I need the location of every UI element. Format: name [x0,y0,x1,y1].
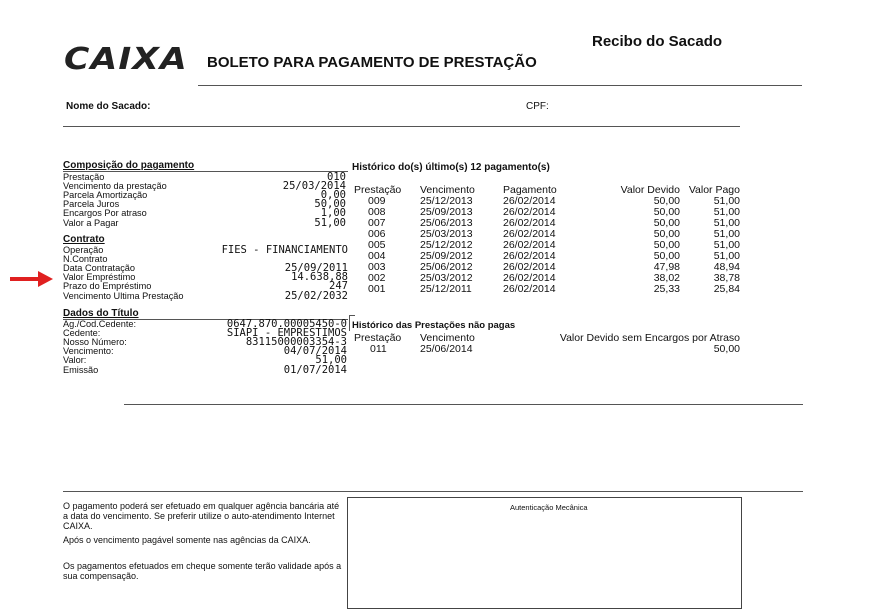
historico-cell: 51,00 [713,228,740,240]
contrato-row-label: Valor Empréstimo [63,272,136,283]
historico-cell: 50,00 [653,228,680,240]
contrato-row-value: FIES - FINANCIAMENTO [221,244,348,256]
historico-cell: 26/02/2014 [503,217,556,229]
contrato-row-label: Vencimento Ultima Prestação [63,290,184,301]
contrato-row-label: Data Contratação [63,263,136,274]
composicao-row-label: Valor a Pagar [63,217,119,228]
titulo-row-value: 83115000003354-3 [245,336,347,349]
composicao-row-value: 0,00 [320,189,346,202]
historico-cell: 51,00 [713,217,740,229]
titulo-row-value: 0647.870.00005450-0 [226,318,347,330]
composicao-row-value: 25/03/2014 [282,180,346,193]
nao-pagas-cell: 25/06/2014 [420,343,473,355]
historico-header: Valor Pago [688,184,740,196]
titulo-row-value: 51,00 [315,354,347,367]
nao-pagas-header: Valor Devido sem Encargos por Atraso [559,332,740,344]
historico-cell: 26/02/2014 [503,228,556,240]
historico-cell: 25/03/2012 [420,272,473,284]
historico-cell: 51,00 [713,206,740,218]
nao-pagas-title: Histórico das Prestações não pagas [352,320,516,331]
historico-cell: 48,94 [713,261,740,273]
historico-cell: 25/12/2013 [420,195,473,207]
titulo-row-label: Nosso Número: [63,337,127,348]
nao-pagas-cell: 50,00 [713,343,740,355]
authentication-box [347,497,742,609]
authentication-label: Autenticação Mecânica [510,503,588,512]
composicao-row-label: Prestação [63,172,105,182]
contrato-row-value: 14.638,88 [291,271,348,284]
contrato-row-value: 25/09/2011 [284,262,348,275]
titulo-row-value: 04/07/2014 [283,345,347,358]
historico-cell: 26/02/2014 [503,250,556,262]
historico-cell: 38,78 [713,272,740,284]
contrato-row-value: 25/02/2032 [284,289,348,302]
contrato-title: Contrato [63,234,105,245]
historico-cell: 38,02 [653,272,680,284]
historico-header: Vencimento [420,184,475,196]
historico-cell: 26/02/2014 [503,239,556,251]
historico-cell: 008 [368,206,386,218]
historico-cell: 25,33 [653,283,680,295]
historico-title: Histórico do(s) último(s) 12 pagamento(s) [352,162,550,173]
composicao-row-label: Parcela Juros [63,199,120,210]
composicao-row-value: 50,00 [314,198,346,211]
footer-paragraph-2: Após o vencimento pagável somente nas agências da CAIXA. [63,535,311,545]
historico-cell: 50,00 [653,206,680,218]
footer-paragraph-1: O pagamento poderá ser efetuado em qualquer agência bancária até a data do vencimento. Se preferir utilize o auto-atendimento Internet CAIXA. [63,501,340,531]
historico-cell: 26/02/2014 [503,206,556,218]
titulo-row-label: Cedente: [63,328,101,339]
historico-cell: 003 [368,261,386,273]
titulo-row-label: Emissão [63,364,99,375]
titulo-row-value: SIAPI - EMPRESTIMOS [226,327,347,340]
document-title: BOLETO PARA PAGAMENTO DE PRESTAÇÃO [207,54,537,71]
composicao-row-value: 1,00 [320,207,346,220]
nao-pagas-left-border [349,315,350,331]
header-divider [198,85,802,86]
historico-cell: 25/12/2012 [420,239,473,251]
historico-cell: 50,00 [653,217,680,229]
historico-cell: 006 [368,228,386,240]
historico-cell: 001 [368,283,386,295]
historico-cell: 002 [368,272,386,284]
sacado-name-label: Nome do Sacado: [66,101,151,112]
nao-pagas-cell: 011 [370,343,387,355]
composicao-row-label: Parcela Amortização [63,190,148,201]
historico-cell: 50,00 [653,250,680,262]
cpf-label: CPF: [526,101,549,112]
composicao-row-value: 51,00 [314,216,346,229]
contrato-row-label: Operação [63,245,104,255]
composicao-row-label: Encargos Por atraso [63,208,147,219]
nao-pagas-header: Vencimento [420,332,475,344]
historico-cell: 51,00 [713,239,740,251]
footer-paragraph-3: Os pagamentos efetuados em cheque somente terão validade após a sua compensação. [63,561,342,581]
historico-cell: 009 [368,195,386,207]
historico-cell: 50,00 [653,195,680,207]
historico-cell: 005 [368,239,386,251]
sacado-divider [63,126,740,127]
titulo-title: Dados do Título [63,308,139,319]
historico-cell: 004 [368,250,386,262]
body-divider [124,404,803,405]
historico-cell: 25/06/2012 [420,261,473,273]
receipt-label: Recibo do Sacado [592,33,723,50]
titulo-row-label: Vencimento: [63,346,114,357]
historico-cell: 47,98 [653,261,680,273]
historico-cell: 25/09/2013 [420,206,473,218]
historico-cell: 26/02/2014 [503,261,556,273]
caixa-logo: CAIXA [64,42,188,77]
historico-cell: 25/06/2013 [420,217,473,229]
titulo-row-label: Ag./Cod.Cedente: [63,319,137,329]
historico-cell: 50,00 [653,239,680,251]
historico-cell: 25,84 [713,283,740,295]
historico-cell: 25/03/2013 [420,228,473,240]
footer-divider [63,491,803,492]
historico-header: Pagamento [503,184,557,196]
contrato-row-label: Prazo do Empréstimo [63,281,152,292]
historico-header: Prestação [354,184,402,196]
nao-pagas-top-border [349,315,355,316]
historico-cell: 007 [368,217,386,229]
titulo-row-label: Valor: [63,355,87,366]
historico-cell: 26/02/2014 [503,272,556,284]
historico-header: Valor Devido [620,184,680,196]
contrato-row-label: N.Contrato [63,254,108,265]
historico-cell: 51,00 [713,195,740,207]
titulo-row-value: 01/07/2014 [283,363,347,376]
nao-pagas-header: Prestação [354,332,402,344]
red-arrow-icon [8,270,54,288]
composicao-row-value: 010 [327,171,346,183]
composicao-title: Composição do pagamento [63,160,195,171]
historico-cell: 26/02/2014 [503,283,556,295]
composicao-row-label: Vencimento da prestação [63,181,167,192]
historico-cell: 26/02/2014 [503,195,556,207]
historico-cell: 51,00 [713,250,740,262]
contrato-row-value: 247 [329,280,348,293]
historico-cell: 25/12/2011 [420,283,472,295]
historico-cell: 25/09/2012 [420,250,473,262]
